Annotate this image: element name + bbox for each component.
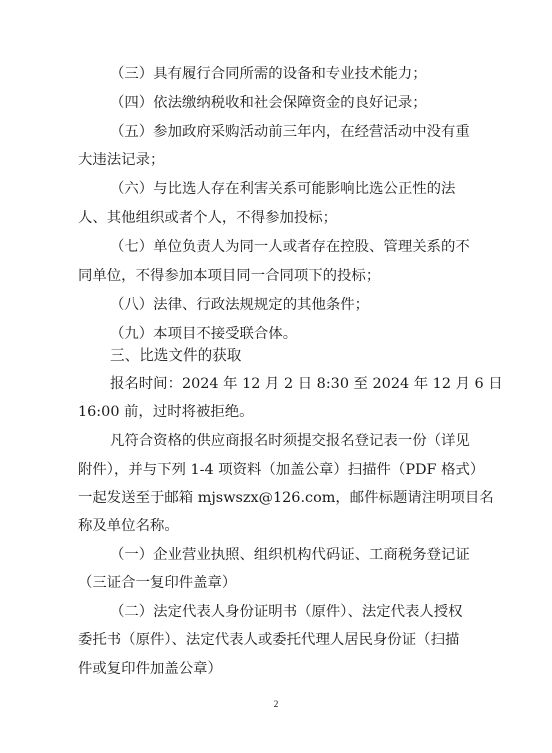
- qualification-item-6-cont: 人、其他组织或者个人，不得参加投标；: [78, 210, 338, 226]
- section-heading: 三、比选文件的获取: [110, 347, 242, 364]
- qualification-item-5: （五）参加政府采购活动前三年内，在经营活动中没有重: [110, 124, 470, 140]
- qualification-item-6: （六）与比选人存在利害关系可能影响比选公正性的法: [110, 181, 456, 197]
- submission-instructions-cont-1: 附件），并与下列 1-4 项资料（加盖公章）扫描件（PDF 格式）: [78, 462, 485, 478]
- qualification-item-5-cont: 大违法记录；: [78, 152, 165, 168]
- qualification-item-8: （八）法律、行政法规规定的其他条件；: [110, 297, 370, 313]
- registration-time: 报名时间：2024 年 12 月 2 日 8:30 至 2024 年 12 月 6 日: [110, 376, 503, 392]
- qualification-item-4: （四）依法缴纳税收和社会保障资金的良好记录；: [110, 95, 427, 111]
- registration-time-cont: 16:00 前，过时将被拒绝。: [78, 404, 254, 420]
- qualification-item-9: （九）本项目不接受联合体。: [110, 326, 298, 342]
- document-item-2-cont-2: 件或复印件加盖公章）: [78, 661, 222, 677]
- document-item-1-cont: （三证合一复印件盖章）: [78, 575, 237, 591]
- submission-instructions-cont-3: 称及单位名称。: [78, 518, 179, 534]
- page-number: 2: [273, 700, 279, 710]
- document-item-1: （一）企业营业执照、组织机构代码证、工商税务登记证: [110, 547, 470, 563]
- document-item-2-cont-1: 委托书（原件）、法定代表人或委托代理人居民身份证（扫描: [78, 632, 460, 648]
- submission-instructions: 凡符合资格的供应商报名时须提交报名登记表一份（详见: [110, 433, 470, 449]
- qualification-item-7: （七）单位负责人为同一人或者存在控股、管理关系的不: [110, 239, 470, 255]
- qualification-item-7-cont: 同单位，不得参加本项目同一合同项下的投标；: [78, 268, 381, 284]
- qualification-item-3: （三）具有履行合同所需的设备和专业技术能力；: [110, 66, 427, 82]
- document-item-2: （二）法定代表人身份证明书（原件）、法定代表人授权: [110, 604, 463, 620]
- submission-instructions-cont-2: 一起发送至于邮箱 mjswszx@126.com，邮件标题请注明项目名: [78, 490, 494, 506]
